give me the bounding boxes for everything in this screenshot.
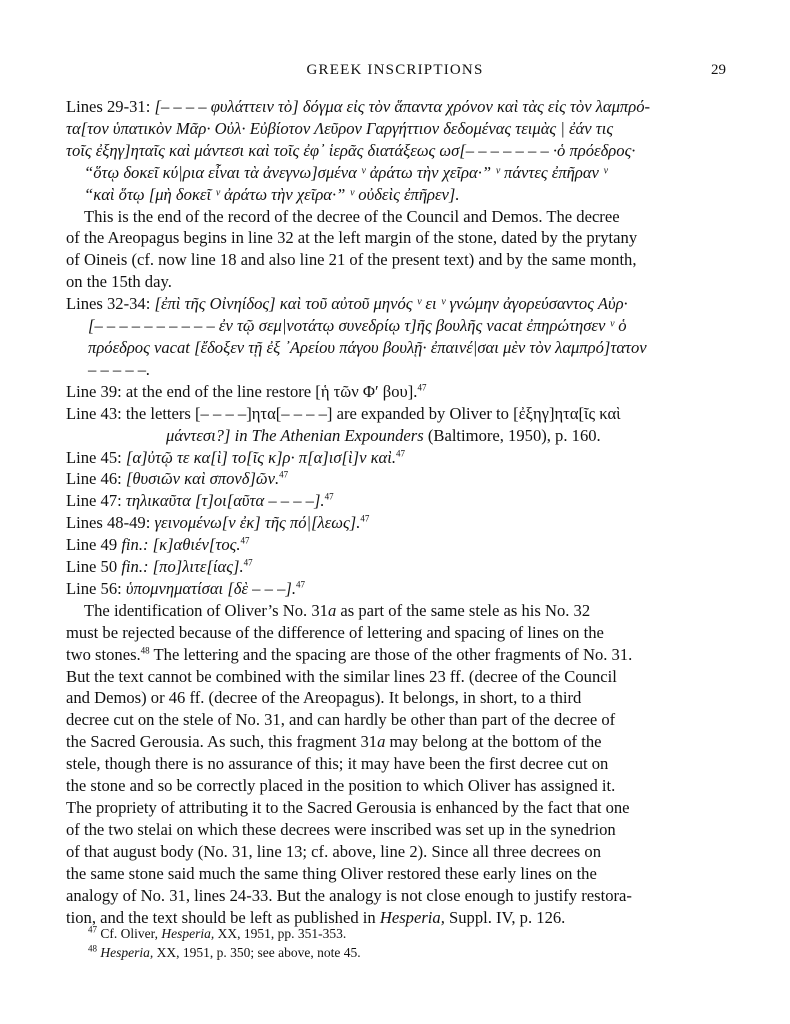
text-line [66, 797, 725, 819]
text-span: the stone and so be correctly placed in the position to which Oliver has assigned it. [66, 776, 616, 796]
vacat-mark: vacat [486, 316, 523, 336]
note-line-48-49 [66, 512, 725, 534]
vacat-mark: vacat [153, 337, 190, 357]
text-span: may belong at the bottom of the [385, 732, 602, 752]
text-span: the Sacred Gerousia. As such, this fragment 31 [66, 732, 378, 752]
text-line [66, 644, 725, 666]
footnote-text: XX, 1951, p. 350; see above, note 45. [153, 945, 361, 960]
text-line [66, 249, 725, 271]
line-label-fin: fin.: [121, 535, 149, 555]
footnote-ref: 47 [324, 491, 334, 502]
footnote-ref: 47 [243, 557, 253, 568]
text-line [66, 885, 725, 907]
text-line [66, 118, 725, 140]
line-label: Line 45: [66, 447, 122, 467]
commentary-paragraph [66, 206, 725, 294]
line-label: Line 49 [66, 535, 118, 555]
footnote-ref: 47 [417, 382, 427, 393]
text-line [66, 863, 725, 885]
text-line [66, 600, 725, 622]
identification-paragraph [66, 600, 725, 929]
text-line [66, 753, 725, 775]
note-line-43-cont [66, 425, 725, 447]
footnote-ref: 47 [279, 469, 289, 480]
main-text [66, 96, 725, 928]
page-number: 29 [711, 62, 726, 78]
text-span: The identification of Oliver’s No. 31 [84, 600, 328, 620]
text-span: as part of the same stele as his No. 32 [336, 600, 591, 620]
text-span: of the two stelai on which these decrees were inscribed was set up in the synedrion [66, 819, 616, 839]
footnote-ref: 47 [295, 579, 305, 590]
note-text: ὑπομνηματίσαι [δὲ – – –]. [125, 578, 296, 598]
greek-text: [ἔδοξεν τῇ ἐξ ᾽Αρείου πάγου βουλῇ· ἐπαινέ|σαι μὲν τὸν λαμπρό]τατον [194, 337, 647, 357]
footnote-number: 48 [88, 943, 97, 954]
note-line-46 [66, 468, 725, 490]
note-text: at the end of the line restore [ἡ τῶν Φ′ βου]. [125, 381, 418, 401]
text-span: stele, though there is no assurance of this; it may have been the first decree cut on [66, 754, 609, 774]
text-span: of that august body (No. 31, line 13; cf. above, line 2). Since all three decrees on [66, 841, 601, 861]
footnote-48 [88, 943, 728, 962]
line-label: Line 39: [66, 381, 122, 401]
greek-text: πρόεδρος [88, 337, 150, 357]
greek-text: [– – – – – – – – – – ἐν τῷ σεμ|νοτάτῳ συνεδρίῳ τ]ῆς βουλῆς [88, 316, 483, 336]
note-line-56 [66, 578, 725, 600]
line-label-fin: fin.: [121, 557, 149, 577]
line-label: Line 46: [66, 469, 122, 489]
line-label: Lines 29-31: [66, 97, 151, 116]
footnote-ref: 47 [360, 513, 370, 524]
text-line [66, 162, 725, 184]
note-line-49-fin [66, 534, 725, 556]
note-text: [θυσιῶν καὶ σπονδ]ῶν. [125, 469, 280, 489]
note-line-43 [66, 403, 725, 425]
text-line [66, 184, 725, 206]
greek-text: [ἐπὶ τῆς Οἰνηίδος] καὶ τοῦ αὐτοῦ μηνός ᵛ ει ᵛ γνώμην ἀγορεύσαντος Αὐρ· [154, 294, 628, 314]
footnotes [88, 924, 728, 962]
text-line [66, 96, 725, 118]
note-line-50-fin [66, 556, 725, 578]
running-head [0, 62, 790, 86]
text-span: Suppl. IV, p. 126. [444, 907, 566, 927]
note-text: [κ]αθιέν[τος. [152, 535, 241, 555]
footnote-ref: 48 [140, 645, 150, 656]
text-line [66, 315, 725, 337]
text-line [66, 622, 725, 644]
note-line-45 [66, 447, 725, 469]
text-span: This is the end of the record of the decree of the Council and Demos. The decree [84, 206, 620, 226]
text-line [66, 293, 725, 315]
note-text: the letters [– – – –]ητα[– – – –] are expanded by Oliver to [ἐξηγ]ητα[ῖς καὶ [125, 403, 621, 423]
text-line [66, 775, 725, 797]
text-span: the same stone said much the same thing Oliver restored these early lines on the [66, 863, 597, 883]
note-text: μάντεσι?] in [166, 425, 252, 445]
text-span: The propriety of attributing it to the Sacred Gerousia is enhanced by the fact that one [66, 798, 630, 817]
text-line [66, 271, 725, 293]
text-italic: a [327, 600, 337, 620]
line-label: Lines 32-34: [66, 294, 151, 314]
text-span: But the text cannot be combined with the similar lines 23 ff. (decree of the Council [66, 666, 617, 686]
lines-32-34-block [66, 293, 725, 381]
line-label: Line 47: [66, 491, 122, 511]
line-label: Line 43: [66, 403, 122, 423]
line-label: Line 50 [66, 557, 118, 577]
greek-text: [– – – – φυλάττειν τὸ] δόγμα εἰς τὸν ἅπαντα χρόνον καὶ τὰς εἰς τὸν λαμπρό- [154, 97, 651, 116]
text-line [66, 666, 725, 688]
note-text: (Baltimore, 1950), p. 160. [423, 425, 601, 445]
greek-text: “ὅτῳ δοκεῖ κύ|ρια εἶναι τὰ ἀνεγνω]σμένα ᵛ ἀράτω τὴν χεῖρα·” ᵛ πάντες ἐπῆραν ᵛ [84, 162, 608, 182]
greek-text: – – – – –. [88, 359, 151, 379]
journal-title: Hesperia, [100, 945, 154, 960]
note-text: τηλικαῦτα [τ]οι[αῦτα – – – –]. [125, 491, 325, 511]
text-line [66, 709, 725, 731]
greek-text: τοῖς ἐξηγ]ηταῖς καὶ μάντεσι καὶ τοῖς ἐφ᾽ ἱερᾶς διατάξεως ωσ[– – – – – – – ·ὁ πρόεδρος· [66, 140, 636, 160]
footnote-47 [88, 924, 728, 943]
text-italic: a [377, 732, 386, 752]
line-label: Lines 48-49: [66, 513, 151, 533]
note-line-39 [66, 381, 725, 403]
text-span: analogy of No. 31, lines 24-33. But the analogy is not close enough to justify restora- [66, 885, 632, 905]
text-span: The lettering and the spacing are those of the other fragments of No. 31. [149, 644, 633, 664]
footnote-number: 47 [88, 924, 97, 935]
greek-text: τα[τον ὑπατικὸν Μᾶρ· Οὐλ· Εὐβίοτον Λεῦρον Γαργήττιον δεδομένας τειμὰς | ἐάν τις [66, 118, 614, 138]
text-span: tion, and the text should be left as published in [66, 907, 380, 927]
note-text: [πο]λιτε[ίας]. [152, 557, 244, 577]
footnote-ref: 47 [396, 447, 406, 458]
running-title: GREEK INSCRIPTIONS [306, 62, 484, 78]
text-line [66, 819, 725, 841]
journal-title: Hesperia, [379, 907, 445, 927]
journal-title: Hesperia, [161, 926, 215, 941]
text-span: and Demos) or 46 ff. (decree of the Areopagus). It belongs, in short, to a third [66, 688, 582, 708]
text-line [66, 140, 725, 162]
text-line [66, 841, 725, 863]
text-line [66, 206, 725, 228]
greek-text: “καὶ ὅτῳ [μὴ δοκεῖ ᵛ ἀράτω τὴν χεῖρα·” ᵛ οὐδεὶς ἐπῆρεν]. [84, 184, 460, 204]
text-span: of Oineis (cf. now line 18 and also line 21 of the present text) and by the same month, [66, 250, 637, 270]
note-text: [α]ὐτῷ τε κα[ὶ] το[ῖς κ]ρ· π[α]ισ[ὶ]ν καὶ. [125, 447, 397, 467]
text-line [66, 227, 725, 249]
note-text: γεινομένω[ν ἐκ] τῆς πό|[λεως]. [154, 513, 361, 533]
line-label: Line 56: [66, 578, 122, 598]
text-line [66, 731, 725, 753]
text-line [66, 687, 725, 709]
greek-text: ἐπηρώτησεν ᵛ ὁ [526, 316, 627, 336]
text-span: two stones. [66, 644, 141, 664]
text-span: decree cut on the stele of No. 31, and can hardly be other than part of the decree of [66, 710, 616, 730]
text-line [66, 337, 725, 359]
footnote-text: Cf. Oliver, [100, 926, 162, 941]
note-line-47 [66, 490, 725, 512]
footnote-ref: 47 [240, 535, 250, 546]
text-span: must be rejected because of the difference of lettering and spacing of lines on the [66, 622, 604, 642]
text-span: of the Areopagus begins in line 32 at the left margin of the stone, dated by the prytany [66, 228, 638, 248]
book-title: The Athenian Expounders [251, 425, 424, 445]
text-line [66, 359, 725, 381]
line-notes [66, 381, 725, 600]
lines-29-31-block [66, 96, 725, 206]
footnote-text: XX, 1951, pp. 351-353. [214, 926, 347, 941]
text-span: on the 15th day. [66, 272, 172, 292]
